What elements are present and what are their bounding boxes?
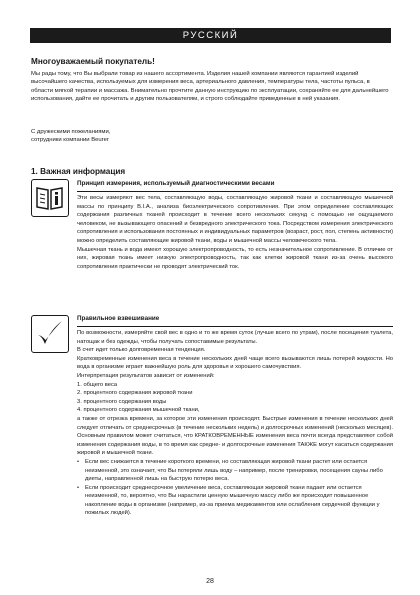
bullet-item bbox=[77, 484, 393, 518]
list-item: 1. общего веса bbox=[77, 381, 118, 388]
weighing-paragraph-1: По возможности, измеряйте свой вес в одно и то же время суток (лучше всего по утрам), после посещения туалета, натощак и без одежды, чтобы получать сопоставимые результаты. bbox=[77, 330, 393, 345]
weighing-title: Правильное взвешивание bbox=[77, 315, 160, 322]
list-item: 3. процентного содержания воды bbox=[77, 398, 167, 405]
principle-paragraph-2: Мышечная ткань и вода имеют хорошую электропроводность, то есть незначительное сопротивление. В отличие от них, жировая ткань имеет низкую электропроводность, так как клетки жировой ткани из-за очень высокого сопротивления практически не проводят электрический ток. bbox=[77, 246, 393, 270]
closing-signature bbox=[31, 128, 391, 145]
interpretation-intro: Интерпретация результатов зависит от изменений: bbox=[77, 372, 215, 379]
weighing-paragraph-3: а также от отрезка времени, за которое эти изменения происходят. Быстрые изменения в течение нескольких дней следует отличать от среднесрочных (в течение нескольких недель) и долгосрочных изменений (несколько месяцев). Основным правилом может считаться, что КРАТКОВРЕМЕННЫЕ изменения веса почти всегда представляют собой изменения содержания воды, в то время как средне- и долгосрочные изменения ТАКЖЕ могут касаться содержания жировой и мышечной ткани. bbox=[77, 415, 393, 457]
weighing-divider bbox=[77, 326, 393, 327]
weighing-paragraph-2: Кратковременные изменения веса в течение нескольких дней чаще всего вызываются лишь потерей жидкости. Но вода в организме играет важнейшую роль для здоровья и хорошего самочувствия. bbox=[77, 355, 393, 371]
closing-line-1: С дружескими пожеланиями, bbox=[31, 129, 111, 135]
greeting-heading: Многоуважаемый покупатель! bbox=[31, 57, 155, 66]
info-book-icon bbox=[31, 179, 69, 217]
bullet-dot: • bbox=[77, 458, 80, 465]
principle-title: Принцип измерения, используемый диагностическими весами bbox=[77, 180, 275, 187]
measurement-principle-block bbox=[77, 180, 393, 271]
closing-line-2: сотрудники компании Beurer bbox=[31, 137, 109, 144]
bullet-dot: • bbox=[77, 484, 80, 491]
weighing-note: В счет идет только долговременная тенденция. bbox=[77, 347, 206, 354]
bullet-text: Если вес снижается в течение короткого времени, но составляющая жировой ткани растет или остается неизменной, это означает, что Вы потеряли лишь воду – например, после тренировки, посещения сауны либо диеты, направленной лишь на быструю потерю веса. bbox=[85, 458, 383, 483]
principle-paragraph-1: Эти весы измеряют вес тела, составляющую воды, составляющую жировой ткани и составляющую мышечной массы по принципу B.I.A., анализа биоэлектрического сопротивления. При этом определение составляющих содержания различных тканей происходит в течение всего нескольких секунд с помощью не ощущаемого человеком, не вызывающего опасений и безвредного электрического тока. Посредством измерения электрического сопротивления и использования постоянных и индивидуальных параметров (возраст, рост, пол, степень активности) можно определить составляющие жировой ткани, воды и мышечной массы человеческого тела. bbox=[77, 195, 393, 244]
correct-weighing-block bbox=[77, 315, 393, 518]
bullet-text: Если происходит среднесрочное увеличение веса, составляющая жировой ткани падает или остается неизменной, то, вероятно, что Вы нарастили ценную мышечную массу либо же происходит повышенное накопление воды в организме (например, из-за приема медикаментов или ослабления сердечной функции у пожилых людей). bbox=[85, 484, 380, 517]
section-title: 1. Важная информация bbox=[31, 167, 126, 176]
list-item: 4. процентного содержания мышечной ткани, bbox=[77, 407, 200, 414]
intro-paragraph: Мы рады тому, что Вы выбрали товар из нашего ассортимента. Изделия нашей компании являются гарантией изделий высочайшего качества, используемых для измерения веса, артериального давления, температуры тела, частоты пульса, в области мягкой терапии и массажа. Внимательно прочтите данную инструкцию по эксплуатации, сохраняйте ее для дальнейшего использования, дайте ее прочитать и другим пользователям, и строго соблюдайте приведенные в ней указания. bbox=[31, 71, 389, 103]
bullet-item bbox=[77, 458, 393, 484]
page-number: 28 bbox=[206, 578, 214, 585]
list-item: 2. процентного содержания жировой ткани bbox=[77, 390, 193, 397]
language-header: РУССКИЙ bbox=[30, 28, 391, 43]
checkmark-icon bbox=[31, 315, 69, 353]
principle-divider bbox=[77, 191, 393, 192]
